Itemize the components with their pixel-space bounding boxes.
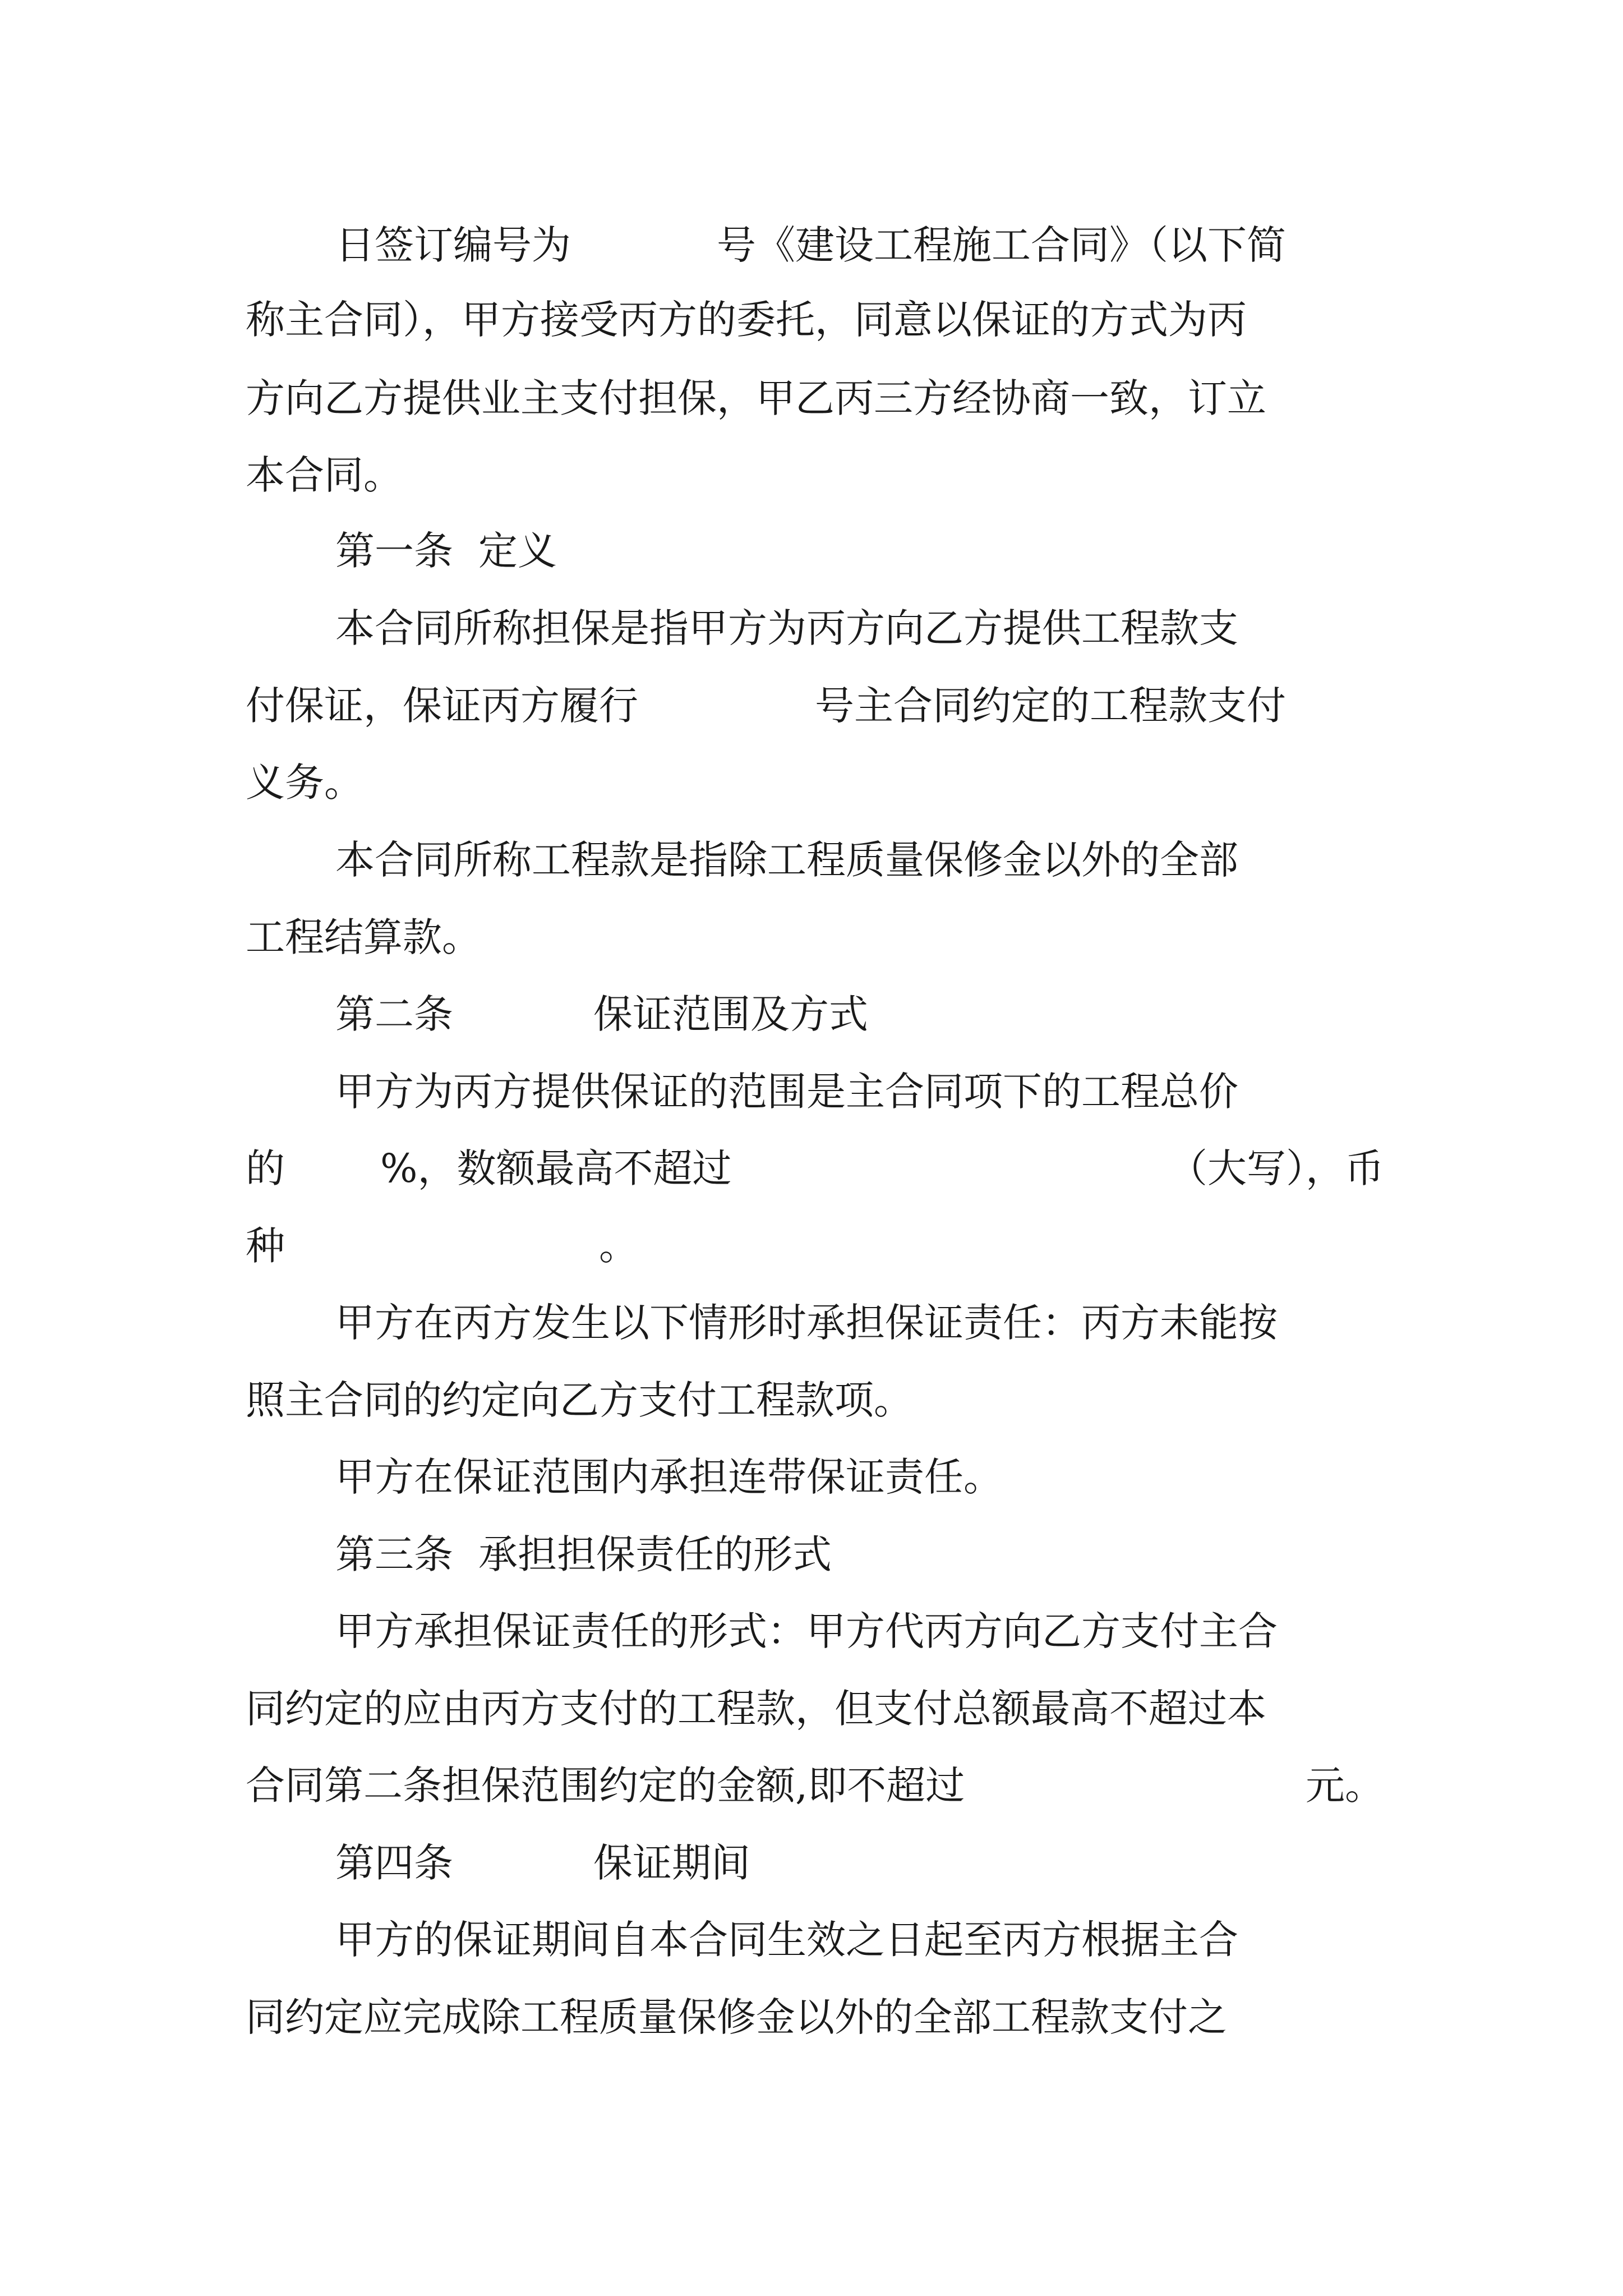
text-line-14-part-b: 。	[599, 1223, 638, 1269]
text-line-7-part-a: 付保证，保证丙方履行	[246, 683, 638, 729]
article-4-heading	[335, 1840, 750, 1886]
text-line-24: 同约定应完成除工程质量保修金以外的全部工程款支付之	[246, 1994, 1227, 2040]
text-line-6: 本合同所称担保是指甲方为丙方向乙方提供工程款支	[335, 605, 1238, 651]
text-line-1	[335, 222, 1286, 268]
text-line-19: 甲方承担保证责任的形式：甲方代丙方向乙方支付主合	[335, 1608, 1278, 1654]
text-line-1-part-b: 号《建设工程施工合同》（以下简	[717, 222, 1286, 268]
article-3-number: 第三条	[335, 1531, 453, 1577]
article-2-heading	[335, 991, 868, 1037]
text-line-15: 甲方在丙方发生以下情形时承担保证责任：丙方未能按	[335, 1300, 1278, 1346]
text-line-21	[246, 1763, 1384, 1809]
text-line-14	[246, 1223, 638, 1269]
text-line-13-part-a: 的	[246, 1145, 285, 1191]
text-line-13-part-c: （大写），币	[1168, 1145, 1384, 1191]
article-2-number: 第二条	[335, 991, 453, 1037]
text-line-2: 称主合同），甲方接受丙方的委托，同意以保证的方式为丙	[246, 297, 1247, 343]
text-line-3: 方向乙方提供业主支付担保，甲乙丙三方经协商一致，订立	[246, 375, 1266, 421]
text-line-9: 本合同所称工程款是指除工程质量保修金以外的全部	[335, 837, 1238, 883]
text-line-21-part-b: 元。	[1306, 1763, 1384, 1809]
text-line-13-part-b: %，数额最高不超过	[380, 1145, 732, 1191]
text-line-13	[246, 1145, 1384, 1191]
article-3-title: 承担担保责任的形式	[478, 1531, 832, 1577]
text-line-4: 本合同。	[246, 452, 403, 498]
article-3-heading	[335, 1531, 832, 1577]
article-1-title: 定义	[478, 528, 557, 574]
text-line-12: 甲方为丙方提供保证的范围是主合同项下的工程总价	[335, 1069, 1238, 1115]
text-line-21-part-a: 合同第二条担保范围约定的金额,即不超过	[246, 1763, 965, 1809]
text-line-23: 甲方的保证期间自本合同生效之日起至丙方根据主合	[335, 1917, 1238, 1963]
text-line-20: 同约定的应由丙方支付的工程款，但支付总额最高不超过本	[246, 1686, 1266, 1732]
text-line-7-part-b: 号主合同约定的工程款支付	[815, 683, 1286, 729]
article-4-number: 第四条	[335, 1840, 453, 1886]
text-line-7	[246, 683, 1286, 729]
article-2-title: 保证范围及方式	[593, 991, 868, 1037]
text-line-8: 义务。	[246, 760, 363, 806]
text-line-16: 照主合同的约定向乙方支付工程款项。	[246, 1377, 913, 1423]
article-1-heading	[335, 528, 557, 574]
text-line-14-part-a: 种	[246, 1223, 285, 1269]
text-line-1-part-a: 日签订编号为	[335, 222, 571, 268]
text-line-17: 甲方在保证范围内承担连带保证责任。	[335, 1454, 1003, 1500]
article-4-title: 保证期间	[593, 1840, 750, 1886]
article-1-number: 第一条	[335, 528, 453, 574]
text-line-10: 工程结算款。	[246, 914, 481, 960]
